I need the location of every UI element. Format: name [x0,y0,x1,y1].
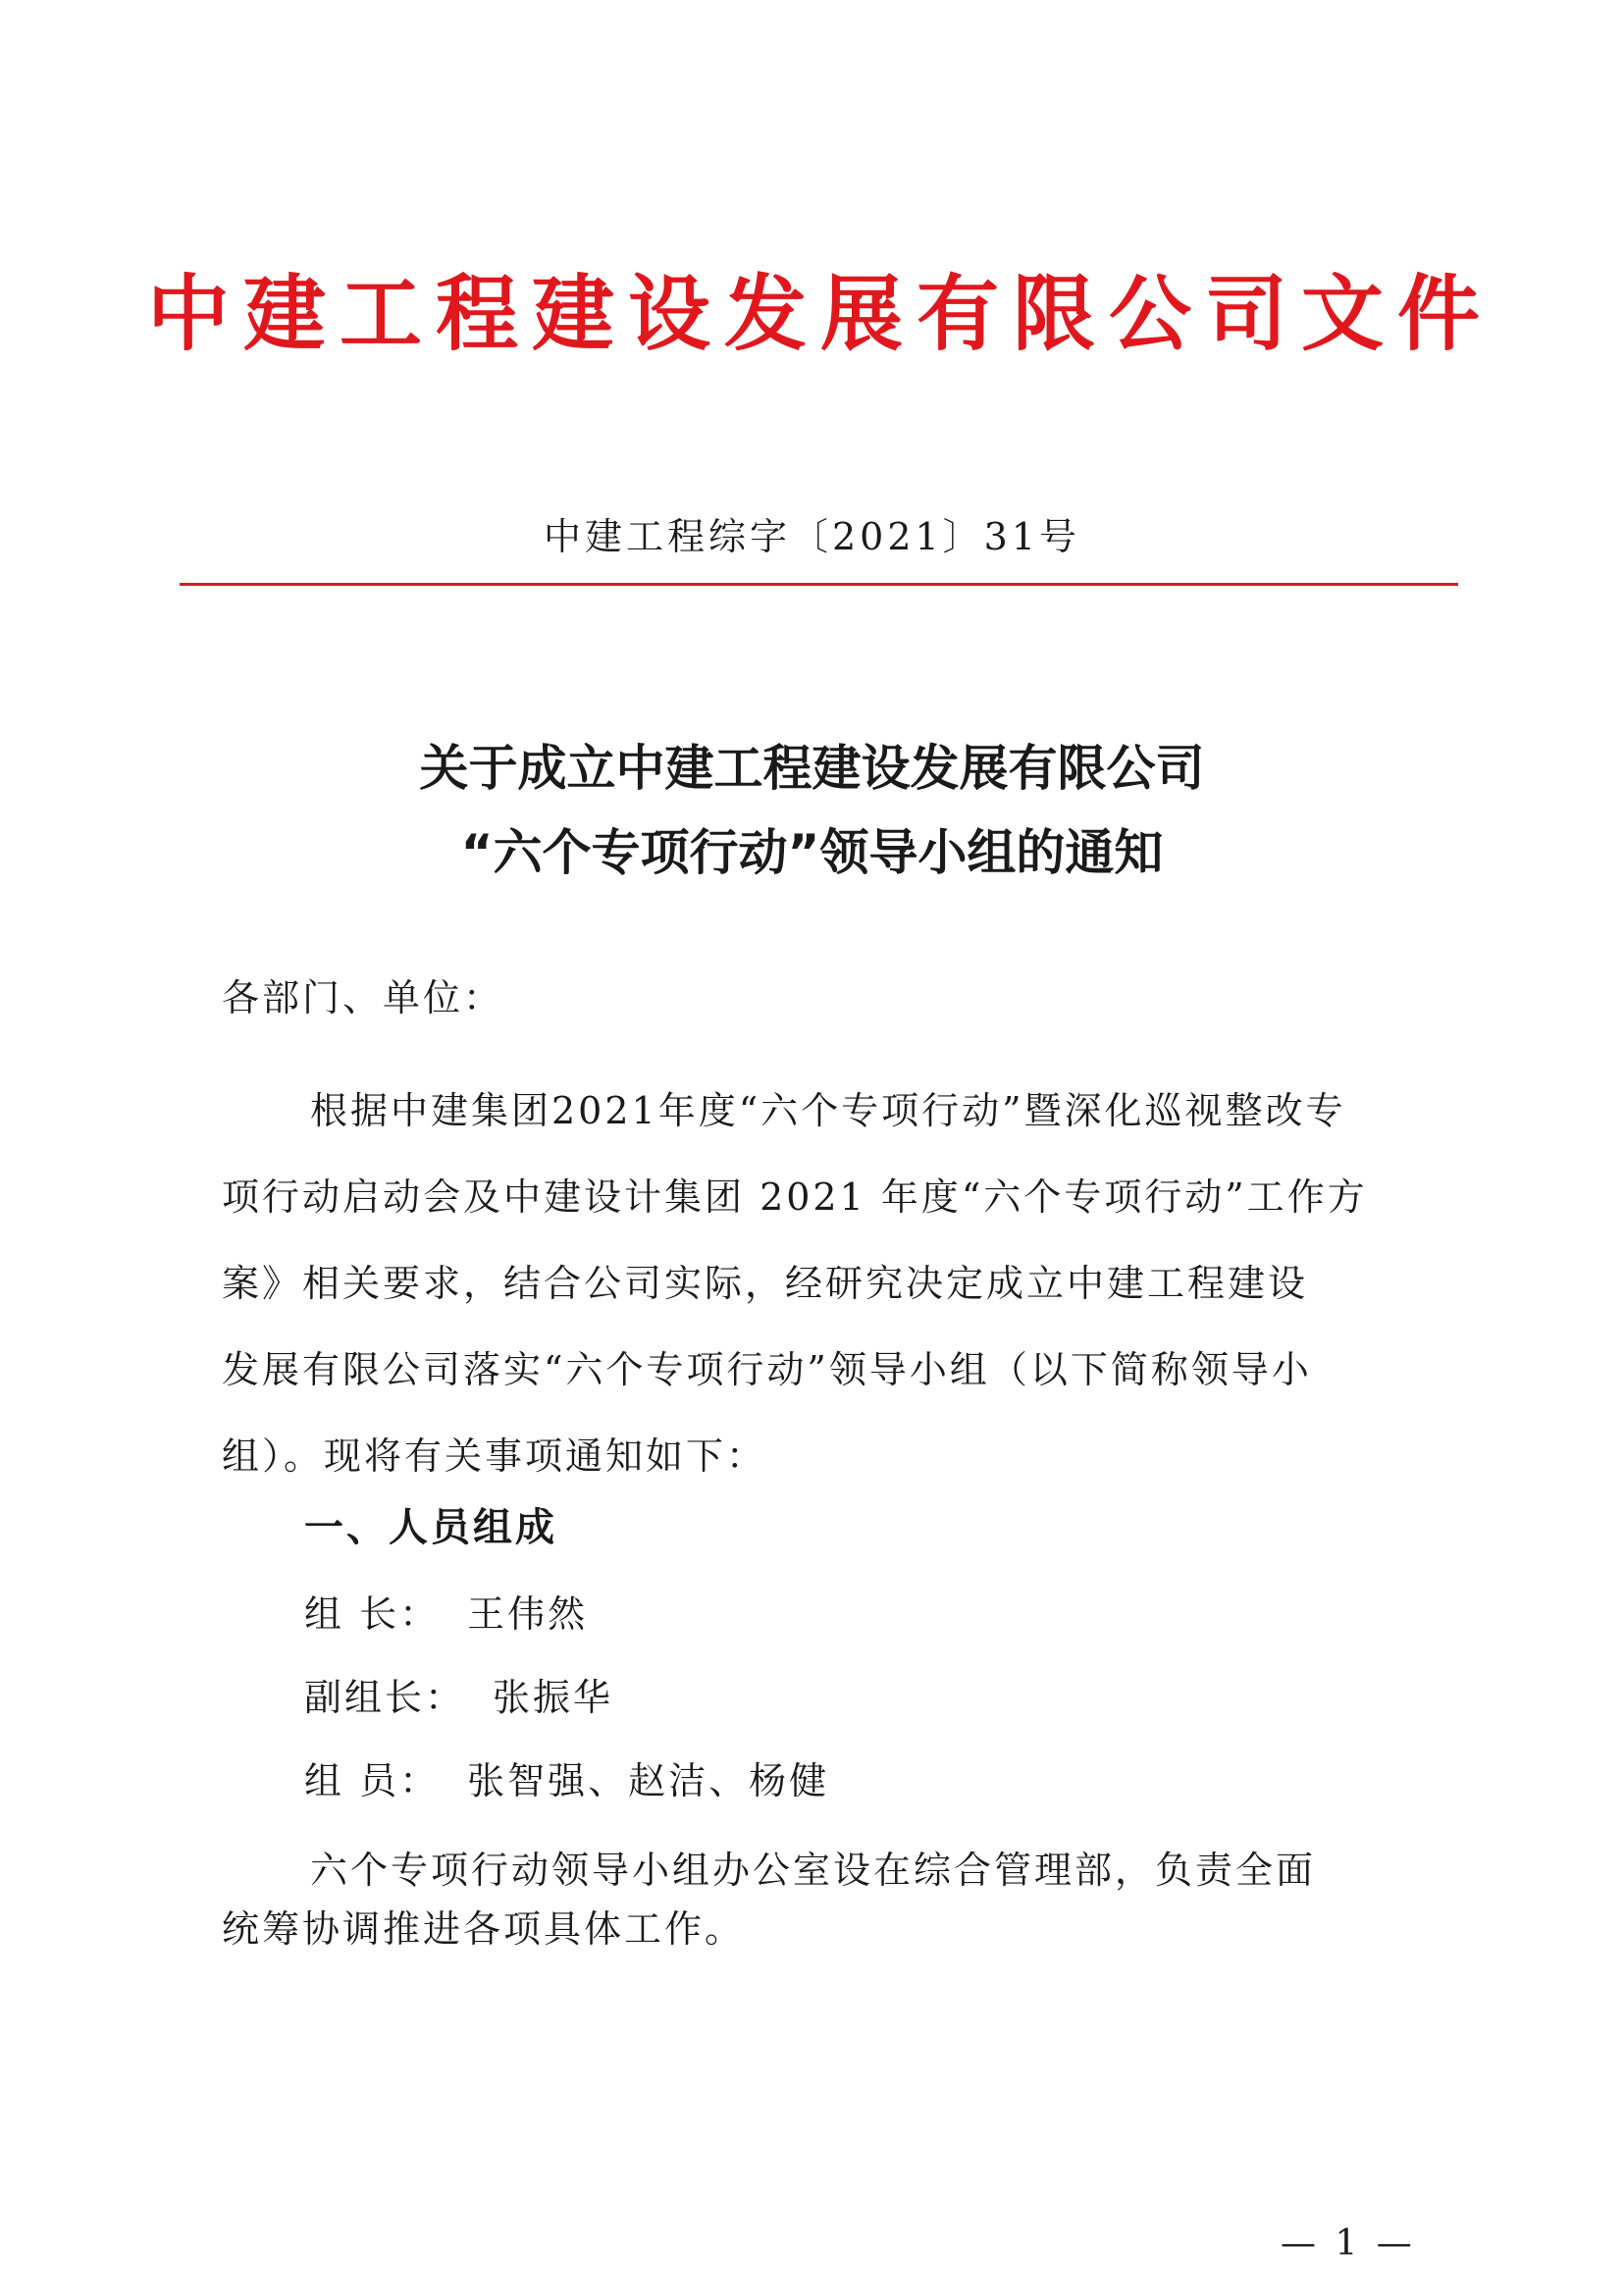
member-members [304,1756,829,1805]
document-title [147,726,1477,895]
paragraph-1-line: 案》相关要求，结合公司实际，经研究决定成立中建工程建设 [222,1262,1309,1305]
paragraph-2-line: 六个专项行动领导小组办公室设在综合管理部，负责全面 [310,1849,1317,1892]
paragraph-2-line: 统筹协调推进各项具体工作。 [222,1907,746,1951]
member-role: 组 员： [304,1759,441,1802]
document-number: 中建工程综字〔2021〕31号 [543,515,1081,558]
member-role: 副组长： [304,1676,466,1719]
member-names: 王伟然 [467,1592,589,1636]
paragraph-2 [222,1841,1439,1958]
member-names: 张智强、赵洁、杨健 [467,1759,830,1802]
document-title-line-1: 关于成立中建工程建设发展有限公司 [419,740,1205,797]
paragraph-1 [222,1068,1439,1499]
section-heading-personnel: 一、人员组成 [304,1505,557,1550]
issuer-header-title: 中建工程建设发展有限公司文件 [147,266,1494,362]
paragraph-1-line: 组）。现将有关事项通知如下： [222,1434,767,1478]
member-leader [304,1590,588,1639]
page-number: — 1 — [1281,2223,1416,2264]
member-names: 张振华 [493,1676,614,1719]
paragraph-1-line: 发展有限公司落实“六个专项行动”领导小组（以下简称领导小 [222,1348,1312,1391]
paragraph-1-line: 根据中建集团2021年度“六个专项行动”暨深化巡视整改专 [310,1089,1346,1132]
salutation: 各部门、单位： [222,976,504,1019]
paragraph-1-line: 项行动启动会及中建设计集团 2021 年度“六个专项行动”工作方 [222,1175,1368,1219]
red-divider-line [180,583,1458,586]
document-title-line-2: “六个专项行动”领导小组的通知 [460,824,1164,881]
member-role: 组 长： [304,1592,441,1636]
member-deputy-leader [304,1673,613,1722]
